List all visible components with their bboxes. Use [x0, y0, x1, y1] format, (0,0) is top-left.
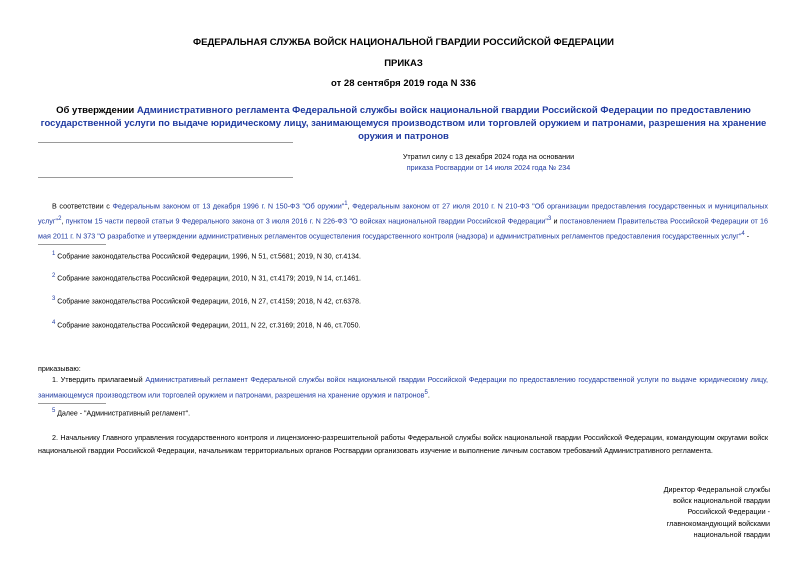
footnote-text: Собрание законодательства Российской Федерации, 1996, N 51, ст.5681; 2019, N 30, ст.4134. — [57, 253, 361, 261]
agency-name: ФЕДЕРАЛЬНАЯ СЛУЖБА ВОЙСК НАЦИОНАЛЬНОЙ ГВАРДИИ РОССИЙСКОЙ ФЕДЕРАЦИИ — [193, 37, 614, 48]
order-intro: приказываю: — [38, 364, 81, 373]
footnote-ref-2[interactable]: 2 — [58, 215, 62, 222]
signature-block — [600, 484, 770, 540]
footnote-ref-4[interactable]: 4 — [741, 230, 745, 237]
footnote-4 — [52, 320, 360, 329]
signature-line-5: национальной гвардии — [693, 529, 770, 539]
preamble-text: , — [347, 201, 350, 211]
status-rule-bottom — [38, 177, 293, 178]
title-prefix: Об утверждении — [56, 105, 135, 116]
signature-line-1: Директор Федеральной службы — [663, 485, 770, 494]
status-repeal-link[interactable]: приказа Росгвардии от 14 июля 2024 года № 234 — [406, 163, 571, 172]
footnote-3 — [52, 296, 361, 305]
footnote-text: Собрание законодательства Российской Федерации, 2016, N 27, ст.4159; 2018, N 42, ст.6378. — [57, 298, 361, 306]
title-regulation-link[interactable]: Административного регламента Федеральной службы войск национальной гвардии Российской Федерации по предоставлению государственной услуги по выдаче юридическому лицу, занимающемуся производством или торговлей оружием и патронами, разрешения на хранение оружия и патронов — [40, 105, 767, 142]
decree-373-link[interactable]: постановлением Правительства Российской Федерации от 16 мая 2011 г. N 373 "О разработке и утверждении административных регламентов осуществления государственного контроля (надзора) и административных регламентов предоставления государственных услуг" — [38, 216, 769, 241]
signature-line-2: войск национальной гвардии — [673, 496, 770, 506]
footnote-mark: 2 — [52, 273, 56, 279]
preamble-text: В соответствии с — [52, 201, 110, 211]
footnote-mark: 4 — [52, 320, 56, 326]
preamble-text: , — [61, 216, 64, 226]
footnote-mark: 3 — [52, 296, 56, 302]
document-type: ПРИКАЗ — [384, 58, 423, 69]
status-rule-top — [38, 142, 293, 143]
preamble-text: и — [553, 216, 558, 226]
preamble-paragraph — [38, 198, 768, 243]
item1-end: . — [427, 389, 430, 399]
law-210fz-link[interactable]: Федеральным законом от 27 июля 2010 г. N 210-ФЗ "Об организации предоставления государственных и муниципальных услуг" — [38, 201, 768, 226]
footnote-separator-2 — [38, 403, 106, 404]
footnote-ref-1[interactable]: 1 — [344, 201, 348, 207]
signature-line-3: Российской Федерации - — [687, 507, 770, 517]
footnote-2 — [52, 273, 361, 282]
preamble-text: - — [746, 231, 750, 241]
document-date-number: от 28 сентября 2019 года N 336 — [331, 78, 476, 89]
status-note — [250, 151, 727, 173]
law-150fz-link[interactable]: Федеральным законом от 13 декабря 1996 г. N 150-ФЗ "Об оружии" — [112, 201, 345, 211]
law-226fz-link[interactable]: пунктом 15 части первой статьи 9 Федерального закона от 3 июля 2016 г. N 226-ФЗ "О войсках национальной гвардии Российской Федерации" — [65, 216, 548, 226]
footnote-text: Собрание законодательства Российской Федерации, 2010, N 31, ст.4179; 2019, N 14, ст.1461. — [57, 275, 361, 283]
item1-prefix: 1. Утвердить прилагаемый — [52, 375, 143, 384]
status-line-1: Утратил силу с 13 декабря 2024 года на основании — [402, 152, 575, 161]
footnote-mark: 1 — [52, 251, 56, 257]
footnote-ref-3[interactable]: 3 — [547, 215, 552, 222]
document-title — [30, 104, 777, 143]
order-item-2: 2. Начальнику Главного управления государственного контроля и лицензионно-разрешительной работы Федеральной службы войск национальной гвардии Российской Федерации, командующим округами войск национальной гвардии Российской Федерации, начальникам территориальных органов Росгвардии организовать изучение и выполнение личным составом требований Административного регламента. — [38, 433, 768, 455]
footnote-text: Собрание законодательства Российской Федерации, 2011, N 22, ст.3169; 2018, N 46, ст.7050. — [57, 322, 361, 330]
footnote-ref-5[interactable]: 5 — [424, 389, 428, 396]
footnote-text: Далее - "Административный регламент". — [57, 410, 191, 418]
regulation-link[interactable]: Административный регламент Федеральной службы войск национальной гвардии Российской Федерации по предоставлению государственной услуги по выдаче юридическому лицу, занимающемуся производством или торговлей оружием и патронами, разрешения на хранение оружия и патронов — [38, 375, 768, 399]
footnote-mark: 5 — [52, 408, 56, 414]
footnote-separator — [38, 244, 106, 245]
footnote-1 — [52, 251, 361, 260]
order-item-1 — [38, 374, 768, 401]
signature-line-4: главнокомандующий войсками — [666, 518, 770, 528]
footnote-5 — [52, 408, 190, 417]
